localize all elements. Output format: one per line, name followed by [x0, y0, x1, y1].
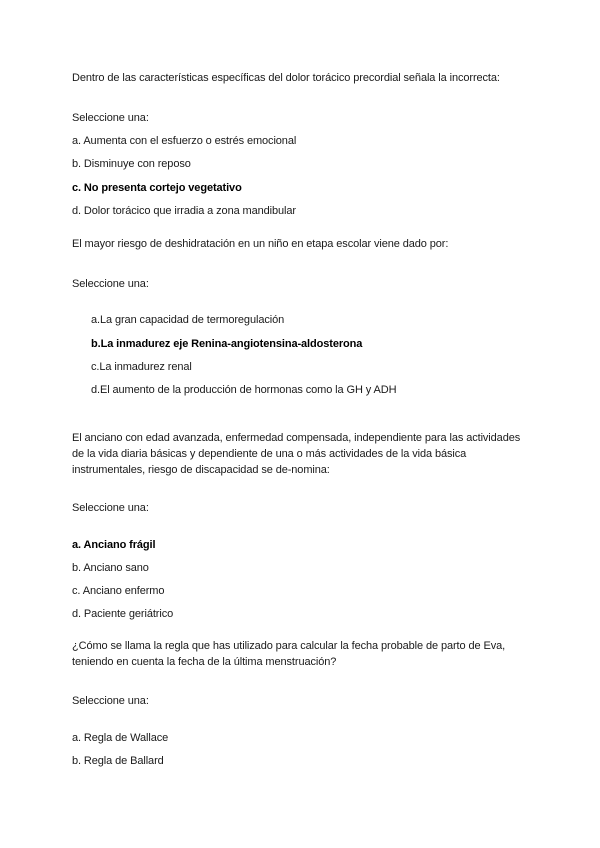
question-3-prompt: Seleccione una: [72, 502, 149, 514]
question-3-text: El anciano con edad avanzada, enfermedad compensada, independiente para las actividades de la vida diaria básicas y dependiente de una o más actividades de la vida básica instrumentales, riesgo de discapacidad se de-nomina: [72, 432, 521, 476]
question-4-option-a: a. Regla de Wallace [72, 732, 169, 744]
question-2-option-a: a.La gran capacidad de termoregulación [91, 314, 285, 326]
question-4-prompt: Seleccione una: [72, 695, 149, 707]
question-3-option-b: b. Anciano sano [72, 562, 149, 574]
question-4-text: ¿Cómo se llama la regla que has utilizado para calcular la fecha probable de parto de Eva, teniendo en cuenta la fecha de la última menstruación? [72, 640, 506, 668]
question-2-text: El mayor riesgo de deshidratación en un niño en etapa escolar viene dado por: [72, 238, 449, 250]
question-3-option-d: d. Paciente geriátrico [72, 608, 174, 620]
question-4-option-b: b. Regla de Ballard [72, 755, 164, 767]
question-2-prompt: Seleccione una: [72, 278, 149, 290]
question-2-option-c: c.La inmadurez renal [91, 361, 192, 373]
question-1-option-b: b. Disminuye con reposo [72, 158, 191, 170]
question-1-option-c-answer: c. No presenta cortejo vegetativo [72, 182, 242, 194]
question-2-option-d: d.El aumento de la producción de hormonas como la GH y ADH [91, 384, 397, 396]
question-1-text: Dentro de las características específicas del dolor torácico precordial señala la incorrecta: [72, 72, 500, 84]
question-1-prompt: Seleccione una: [72, 112, 149, 124]
question-3-option-a-answer: a. Anciano frágil [72, 539, 156, 551]
question-2-option-b-answer: b.La inmadurez eje Renina-angiotensina-aldosterona [91, 338, 363, 350]
question-1-option-a: a. Aumenta con el esfuerzo o estrés emocional [72, 135, 297, 147]
question-1-option-d: d. Dolor torácico que irradia a zona mandibular [72, 205, 296, 217]
question-3-option-c: c. Anciano enfermo [72, 585, 165, 597]
